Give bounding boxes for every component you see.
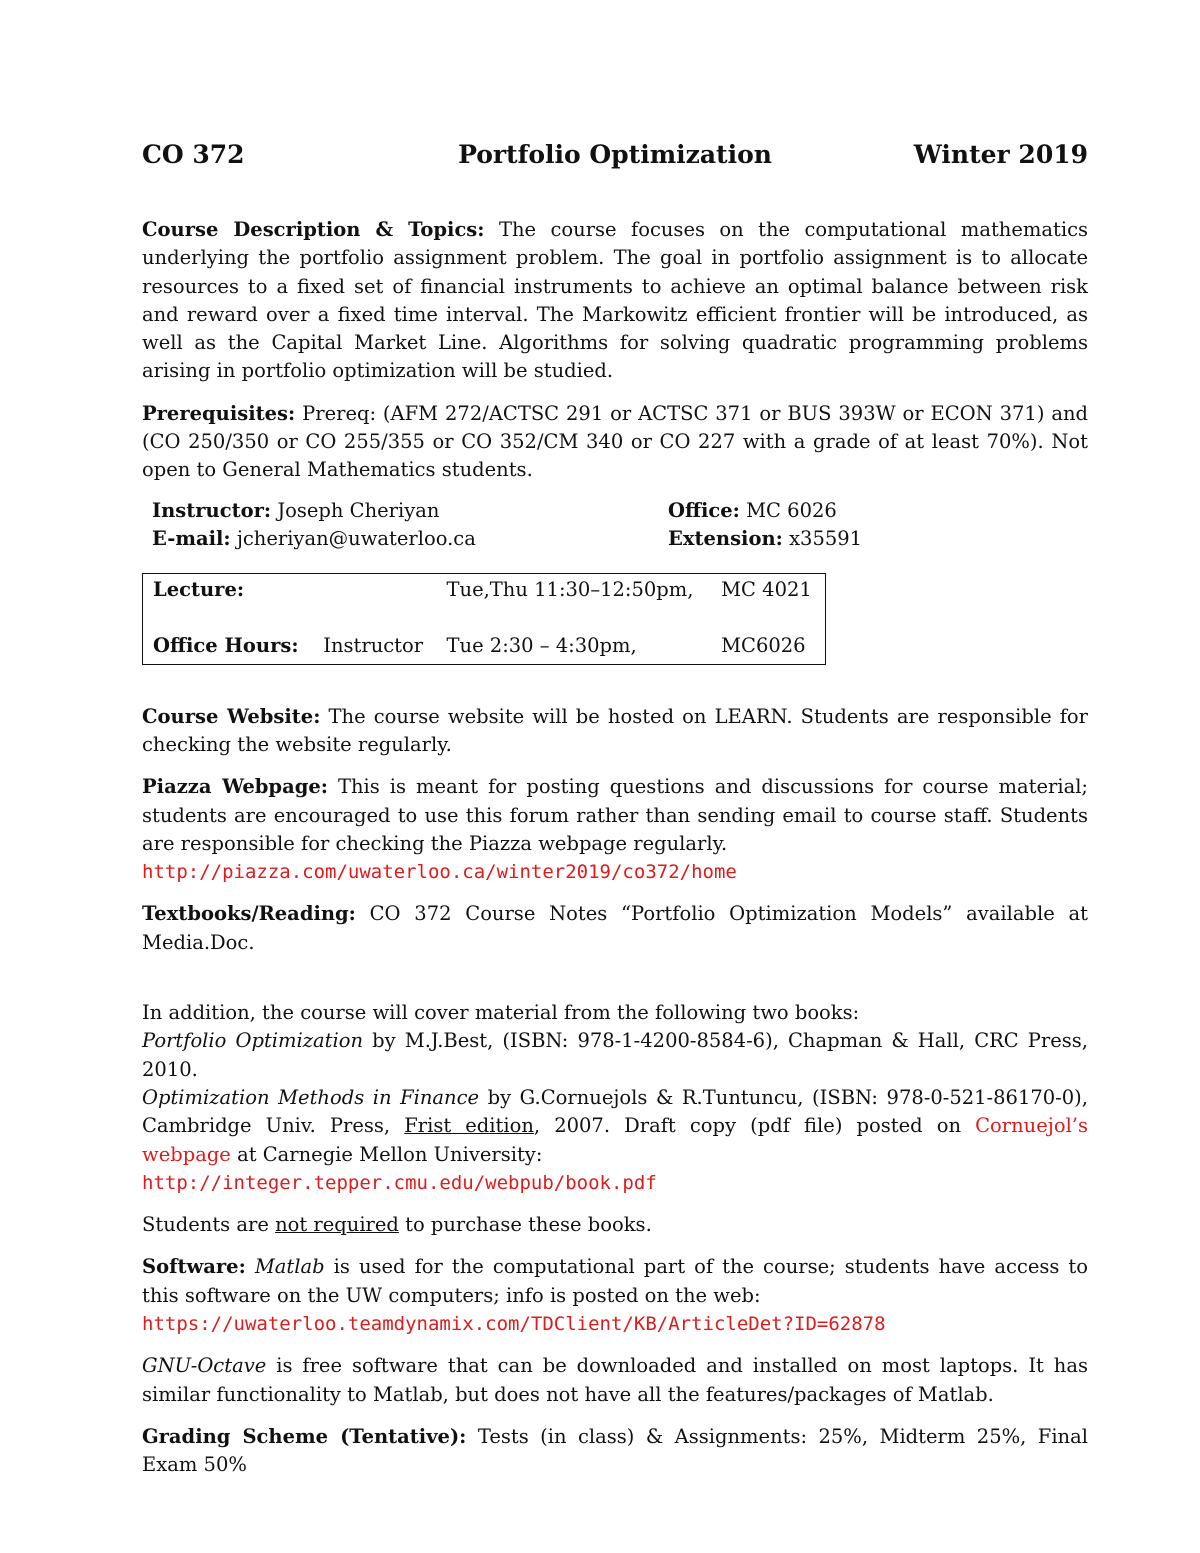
software-label: Software: (142, 1255, 246, 1279)
grading-section (142, 1423, 1088, 1480)
office-hours-time: Tue 2:30 – 4:30pm, (446, 633, 637, 657)
textbooks-section (142, 900, 1088, 957)
lecture-who (313, 573, 436, 606)
instructor-row (152, 497, 439, 525)
octave-name: GNU-Octave (142, 1354, 267, 1378)
course-code: CO 372 (142, 140, 245, 169)
grading-label: Grading Scheme (Tentative): (142, 1424, 467, 1448)
schedule-table (142, 573, 826, 665)
req-pre: Students are (142, 1213, 269, 1237)
office-value: MC 6026 (746, 498, 837, 522)
extension-label: Extension: (668, 526, 783, 550)
software-link[interactable]: https://uwaterloo.teamdynamix.com/TDClient/KB/ArticleDet?ID=62878 (142, 1313, 886, 1336)
email-label: E-mail: (152, 526, 231, 550)
piazza-label: Piazza Webpage: (142, 775, 328, 799)
grading-text: Tests (in class) & Assignments: 25%, Midterm 25%, Final Exam 50% (142, 1424, 1088, 1477)
instructor-name: Joseph Cheriyan (277, 498, 440, 522)
book-pdf-link[interactable]: http://integer.tepper.cmu.edu/webpub/book.pdf (142, 1171, 657, 1194)
website-label: Course Website: (142, 704, 321, 728)
textbooks-text: CO 372 Course Notes “Portfolio Optimization Models” available at Media.Doc. (142, 902, 1088, 954)
prereq-text: Prereq: (AFM 272/ACTSC 291 or ACTSC 371 or BUS 393W or ECON 371) and (CO 250/350 or CO 255/355 or CO 352/CM 340 or CO 227 with a grade of at least 70%). Not open to General Mathematics students. (142, 401, 1089, 482)
office-row (668, 497, 837, 525)
book1-details: by M.J.Best, (ISBN: 978-1-4200-8584-6), Chapman & Hall, CRC Press, 2010. (142, 1029, 1089, 1081)
extension-row (668, 525, 862, 553)
piazza-section (142, 773, 1088, 886)
book2-edition: Frist edition (404, 1114, 534, 1138)
octave-text: is free software that can be downloaded and installed on most laptops. It has similar functionality to Matlab, but does not have all the features/packages of Matlab. (142, 1354, 1088, 1406)
course-term: Winter 2019 (913, 140, 1088, 169)
website-text: The course website will be hosted on LEARN. Students are responsible for checking the website regularly. (142, 704, 1088, 756)
req-post: to purchase these books. (405, 1213, 652, 1237)
cornuejol-link[interactable]: Cornuejol’s webpage (142, 1114, 1089, 1166)
matlab-name: Matlab (254, 1255, 325, 1279)
lecture-time: Tue,Thu 11:30–12:50pm, (446, 577, 694, 601)
prereq-section (142, 400, 1088, 485)
octave-section (142, 1352, 1088, 1409)
req-underlined: not required (275, 1213, 399, 1237)
lecture-row (143, 573, 826, 606)
course-title: Portfolio Optimization (458, 140, 772, 169)
lecture-room: MC 4021 (721, 577, 812, 601)
prereq-label: Prerequisites: (142, 401, 296, 425)
book2-details: by G.Cornuejols & R.Tuntuncu, (ISBN: 978-0-521-86170-0), Cambridge Univ. Press, (142, 1085, 1088, 1138)
page-header (142, 140, 1088, 176)
book2-end: at Carnegie Mellon University: (237, 1142, 543, 1166)
extension-value: x35591 (789, 526, 863, 550)
book1-title: Portfolio Optimization (142, 1029, 364, 1053)
description-text: The course focuses on the computational mathematics underlying the portfolio assignment problem. The goal in portfolio assignment is to allocate resources to a fixed set of financial instruments to achieve an optimal balance between risk and reward over a fixed time interval. The Markowitz efficient frontier will be introduced, as well as the Capital Market Line. Algorithms for solving quadratic programming problems arising in portfolio optimization will be studied. (142, 218, 1089, 383)
office-hours-label: Office Hours: (153, 633, 299, 657)
books-requirement (142, 1211, 1088, 1239)
instructor-info (152, 497, 1088, 555)
piazza-text: This is meant for posting questions and discussions for course material; students are encouraged to use this forum rather than sending email to course staff. Students are responsible for checking the Piazza webpage regularly. (142, 775, 1089, 855)
description-label: Course Description & Topics: (142, 218, 485, 241)
textbooks-label: Textbooks/Reading: (142, 902, 356, 926)
software-text: is used for the computational part of the course; students have access to this software on the UW computers; info is posted on the web: (142, 1255, 1089, 1307)
book2-after: , 2007. Draft copy (pdf file) posted on (533, 1114, 962, 1138)
books-intro: In addition, the course will cover material from the following two books: (142, 1001, 860, 1025)
books-section (142, 999, 1088, 1197)
piazza-link[interactable]: http://piazza.com/uwaterloo.ca/winter2019/co372/home (142, 861, 737, 884)
syllabus-page (142, 140, 1088, 1480)
lecture-label: Lecture: (153, 577, 245, 601)
schedule-spacer (143, 606, 826, 634)
office-hours-row (143, 634, 826, 665)
description-section (142, 216, 1088, 386)
office-label: Office: (668, 498, 740, 522)
office-hours-room: MC6026 (721, 633, 806, 657)
instructor-label: Instructor: (152, 498, 272, 522)
email-row (152, 525, 476, 553)
website-section (142, 703, 1088, 760)
book2-title: Optimization Methods in Finance (142, 1085, 480, 1109)
email-value: jcheriyan@uwaterloo.ca (236, 526, 476, 550)
software-section (142, 1253, 1088, 1338)
office-hours-who: Instructor (323, 633, 424, 657)
